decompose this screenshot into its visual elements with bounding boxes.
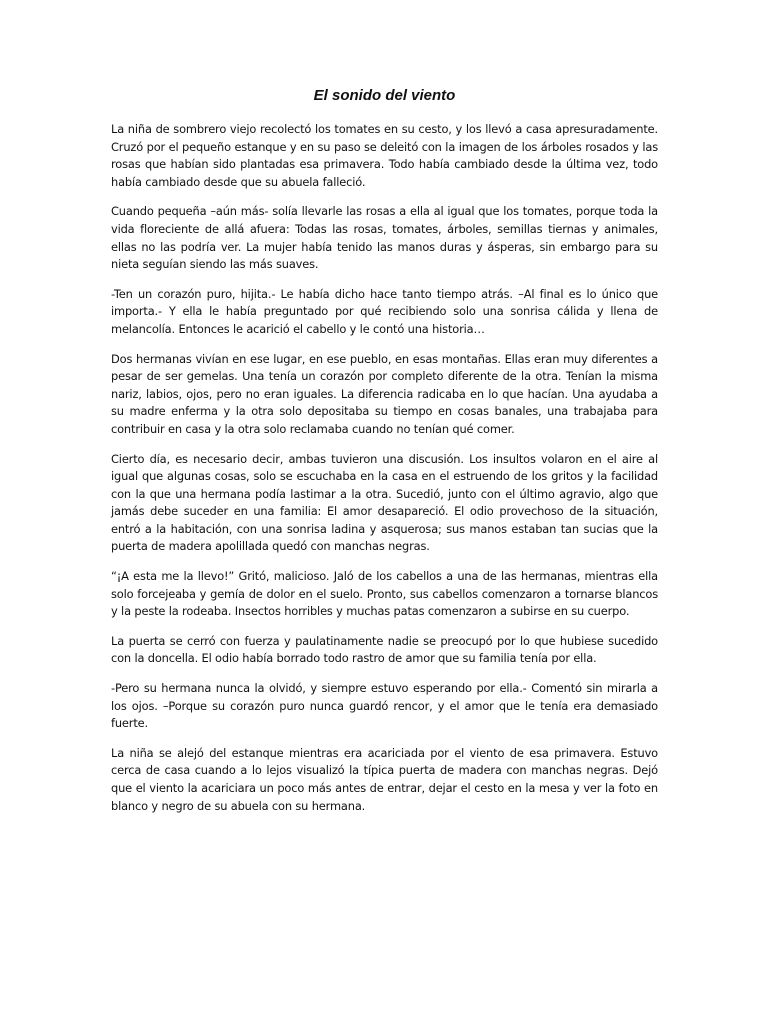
- document-title: El sonido del viento: [313, 87, 456, 104]
- document-page: [111, 86, 658, 815]
- paragraph-6: “¡A esta me la llevo!” Gritó, malicioso. Jaló de los cabellos a una de las hermanas, mientras ella solo forcejeaba y gemía de dolor en el suelo. Pronto, sus cabellos comenzaron a tornarse blancos y la peste la rodeaba. Insectos horribles y muchas patas comenzaron a subirse en su cuerpo.: [111, 569, 658, 619]
- paragraph-5: Cierto día, es necesario decir, ambas tuvieron una discusión. Los insultos volaron en el aire al igual que algunas cosas, solo se escuchaba en la casa en el estruendo de los gritos y la facilidad con la que una hermana podía lastimar a la otra. Sucedió, junto con el último agravio, algo que jamás debe suceder en una familia: El amor desapareció. El odio provechoso de la situación, entró a la habitación, con una sonrisa ladina y asquerosa; sus manos estaban tan sucias que la puerta de madera apolillada quedó con manchas negras.: [111, 451, 658, 554]
- paragraph-1: La niña de sombrero viejo recolectó los tomates en su cesto, y los llevó a casa apresuradamente. Cruzó por el pequeño estanque y en su paso se deleitó con la imagen de los árboles rosados y las rosas que habían sido plantadas esa primavera. Todo había cambiado desde la última vez, todo había cambiado desde que su abuela falleció.: [111, 122, 658, 189]
- paragraph-8: -Pero su hermana nunca la olvidó, y siempre estuvo esperando por ella.- Comentó sin mirarla a los ojos. –Porque su corazón puro nunca guardó rencor, y el amor que le tenía era demasiado fuerte.: [111, 681, 658, 731]
- paragraph-3: -Ten un corazón puro, hijita.- Le había dicho hace tanto tiempo atrás. –Al final es lo único que importa.- Y ella le había preguntado por qué recibiendo solo una sonrisa cálida y llena de melancolía. Entonces le acarició el cabello y le contó una historia…: [111, 286, 658, 336]
- paragraph-2: Cuando pequeña –aún más- solía llevarle las rosas a ella al igual que los tomates, porque toda la vida floreciente de allá afuera: Todas las rosas, tomates, árboles, semillas tiernas y animales, ellas no las podría ver. La mujer había tenido las manos duras y ásperas, sin embargo para su nieta seguían siendo las más suaves.: [111, 204, 658, 272]
- paragraph-4: Dos hermanas vivían en ese lugar, en ese pueblo, en esas montañas. Ellas eran muy diferentes a pesar de ser gemelas. Una tenía un corazón por completo diferente de la otra. Tenían la misma nariz, labios, ojos, pero no eran iguales. La diferencia radicaba en lo que hacían. Una ayudaba a su madre enferma y la otra solo depositaba su tiempo en cosas banales, una trabajaba para contribuir en casa y la otra solo reclamaba cuando no tenían qué comer.: [111, 351, 658, 436]
- paragraph-9: La niña se alejó del estanque mientras era acariciada por el viento de esa primavera. Estuvo cerca de casa cuando a lo lejos visualizó la típica puerta de madera con manchas negras. Dejó que el viento la acariciara un poco más antes de entrar, dejar el cesto en la mesa y ver la foto en blanco y negro de su abuela con su hermana.: [111, 745, 658, 813]
- paragraph-7: La puerta se cerró con fuerza y paulatinamente nadie se preocupó por lo que hubiese sucedido con la doncella. El odio había borrado todo rastro de amor que su familia tenía por ella.: [111, 633, 658, 666]
